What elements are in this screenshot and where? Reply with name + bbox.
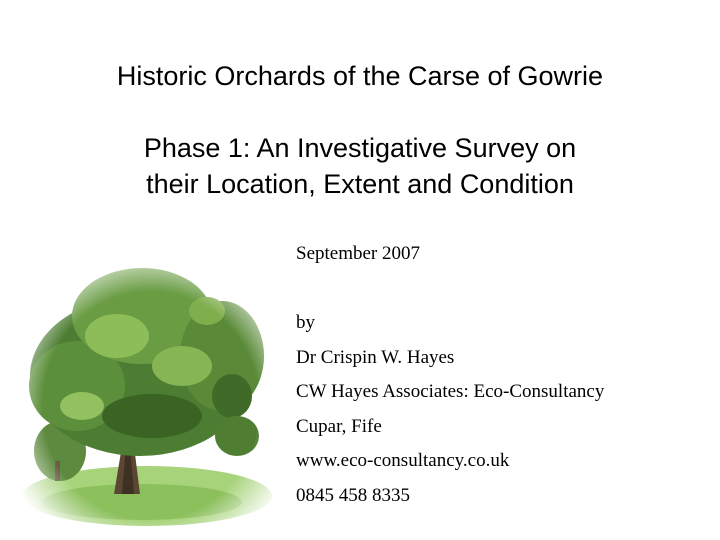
website-link[interactable]: www.eco-consultancy.co.uk [296,450,510,471]
tree-photo [22,256,280,528]
company-name: CW Hayes Associates: Eco-Consultancy [296,381,605,402]
slide-title [20,58,700,202]
date-text: September 2007 [296,243,421,264]
title-line-2: Phase 1: An Investigative Survey on [143,133,577,163]
title-line-3: their Location, Extent and Condition [146,169,574,199]
photo-vignette [22,256,280,528]
author-name: Dr Crispin W. Hayes [296,346,455,368]
title-gap [20,94,700,130]
details-block [296,240,706,516]
title-line-1: Historic Orchards of the Carse of Gowrie [116,61,604,91]
location-text: Cupar, Fife [296,415,382,437]
by-text: by [296,312,315,333]
phone-number: 0845 458 8335 [296,484,410,506]
spacer [296,275,706,310]
